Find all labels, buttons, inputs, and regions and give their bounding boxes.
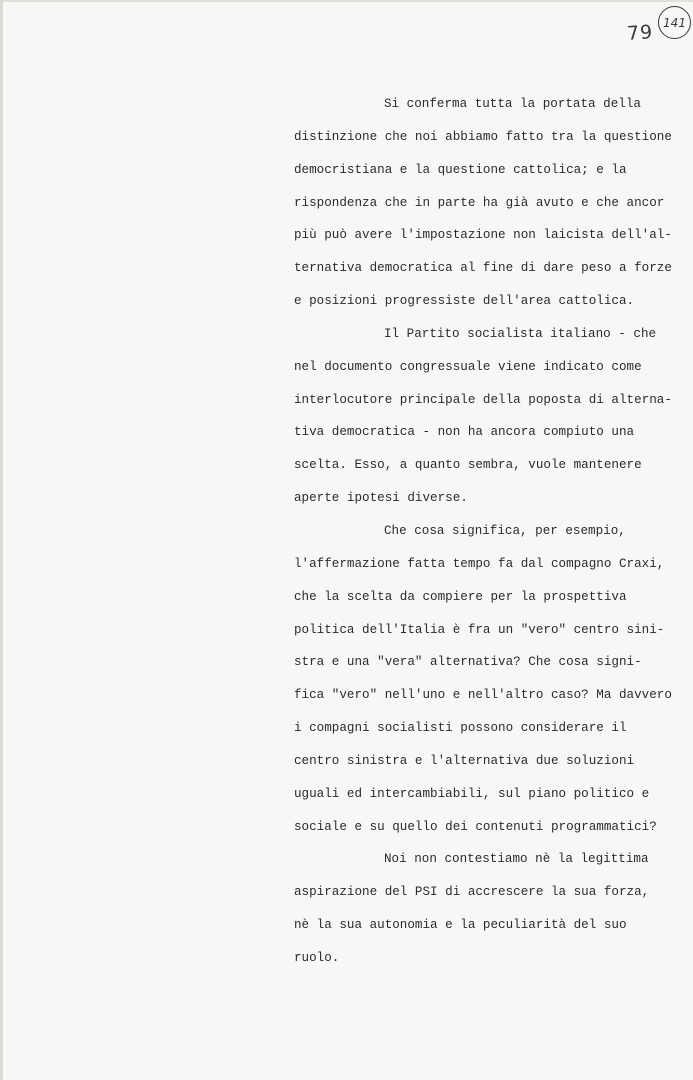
paragraph-first-line: Che cosa significa, per esempio,	[384, 523, 626, 538]
text-line: interlocutore principale della poposta di alterna-	[294, 392, 672, 407]
text-line: uguali ed intercambiabili, sul piano politico e	[294, 786, 650, 801]
text-line: rispondenza che in parte ha già avuto e che ancor	[294, 195, 665, 210]
text-line: aspirazione del PSI di accrescere la sua forza,	[294, 885, 650, 900]
paragraph-first-line: Noi non contestiamo nè la legittima	[384, 852, 649, 867]
handwritten-page-number: 79	[626, 21, 654, 45]
text-line: che la scelta da compiere per la prospettiva	[294, 589, 627, 604]
text-line: politica dell'Italia è fra un "vero" centro sini-	[294, 622, 665, 637]
text-line: e posizioni progressiste dell'area cattolica.	[294, 294, 635, 309]
text-line: sociale e su quello dei contenuti programmatici?	[294, 819, 657, 834]
text-line: scelta. Esso, a quanto sembra, vuole mantenere	[294, 458, 642, 473]
text-line: aperte ipotesi diverse.	[294, 491, 468, 506]
text-line: tiva democratica - non ha ancora compiuto una	[294, 425, 635, 440]
typewritten-text-body	[294, 91, 672, 978]
text-line: i compagni socialisti possono considerare il	[294, 721, 627, 736]
text-line: nè la sua autonomia e la peculiarità del suo	[294, 918, 627, 933]
text-line: democristiana e la questione cattolica; e la	[294, 162, 627, 177]
text-line: stra e una "vera" alternativa? Che cosa signi-	[294, 655, 642, 670]
text-line: distinzione che noi abbiamo fatto tra la questione	[294, 129, 672, 144]
text-line: ternativa democratica al fine di dare peso a forze	[294, 261, 672, 276]
text-line: centro sinistra e l'alternativa due soluzioni	[294, 753, 635, 768]
text-line: fica "vero" nell'uno e nell'altro caso? Ma davvero	[294, 688, 672, 703]
text-line: nel documento congressuale viene indicato come	[294, 359, 642, 374]
text-line: l'affermazione fatta tempo fa dal compagno Craxi,	[294, 556, 665, 571]
text-line: ruolo.	[294, 950, 340, 965]
circled-folio-number: 141	[658, 6, 691, 39]
paragraph-first-line: Si conferma tutta la portata della	[384, 97, 641, 111]
text-line: più può avere l'impostazione non laicista dell'al-	[294, 228, 672, 243]
paragraph-first-line: Il Partito socialista italiano - che	[384, 326, 657, 341]
